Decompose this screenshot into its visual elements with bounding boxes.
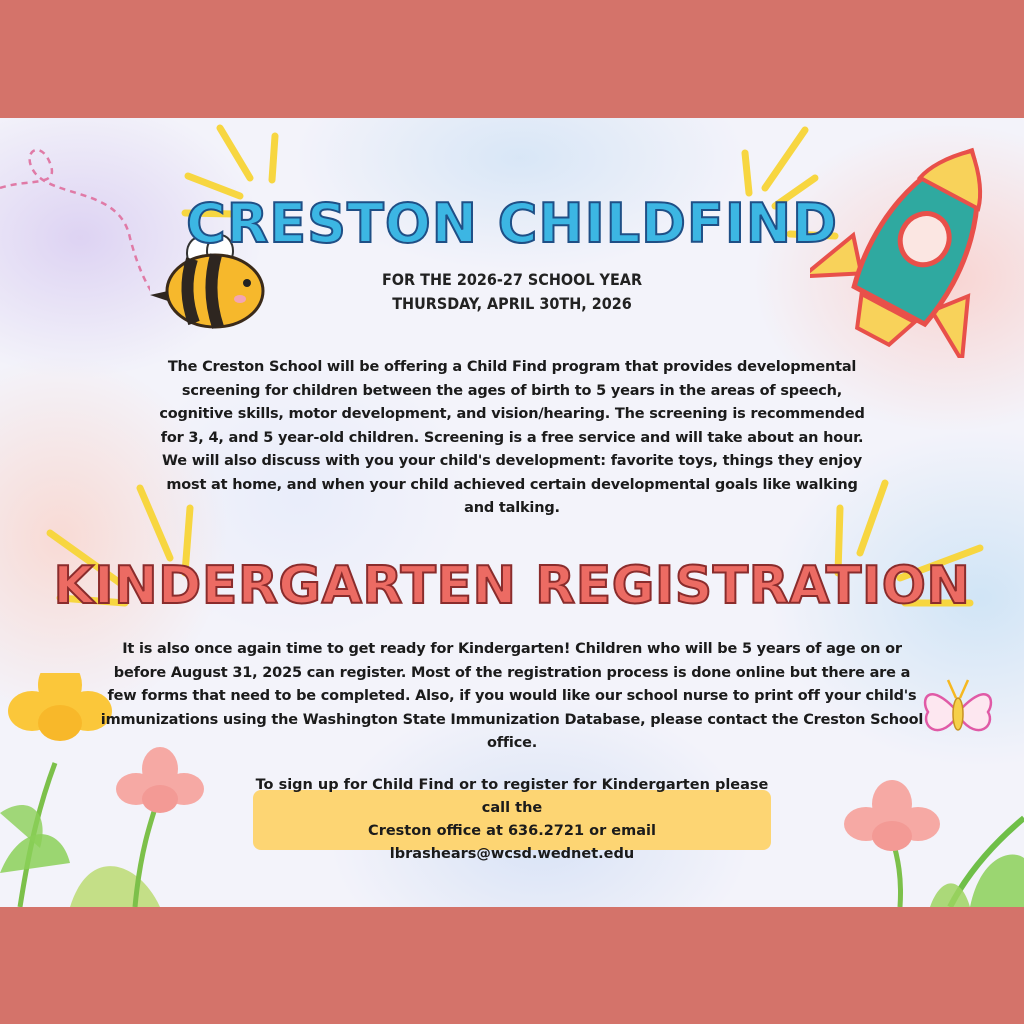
school-year-label: FOR THE 2026-27 SCHOOL YEAR	[381, 270, 643, 289]
kindergarten-description: It is also once again time to get ready for Kindergarten! Children who will be 5 years of age on or before August 31, 2025 can register. Most of the registration process is done online but there are a few forms that need to be completed. Also, if you would like our school nurse to print off your child's immunizations using the Washington State Immunization Database, please contact the Creston School office.	[100, 641, 924, 751]
flyer-poster	[0, 118, 1024, 907]
flower-icon	[830, 778, 1024, 907]
event-subtitle	[0, 268, 1024, 316]
callout-line-1: To sign up for Child Find or to register for Kindergarten please call the	[255, 777, 769, 816]
event-date-label: THURSDAY, APRIL 30TH, 2026	[392, 294, 632, 313]
page-title: CRESTON CHILDFIND	[186, 192, 838, 255]
contact-callout	[253, 777, 771, 862]
kindergarten-heading: KINDERGARTEN REGISTRATION	[53, 556, 971, 616]
childfind-description: The Creston School will be offering a Child Find program that provides developmental screening for children between the ages of birth to 5 years in the areas of speech, cognitive skills, motor development, and vision/hearing. The screening is recommended for 3, 4, and 5 year-old children. Screening is a free service and will take about an hour. We will also discuss with you your child's development: favorite toys, things they enjoy most at home, and when your child achieved certain developmental goals like walking and talking.	[159, 359, 865, 516]
top-border-band	[0, 0, 1024, 118]
bottom-border-band	[0, 907, 1024, 1024]
callout-line-2: Creston office at 636.2721 or email lbrashears@wcsd.wednet.edu	[368, 823, 656, 862]
butterfly-icon	[918, 670, 998, 750]
